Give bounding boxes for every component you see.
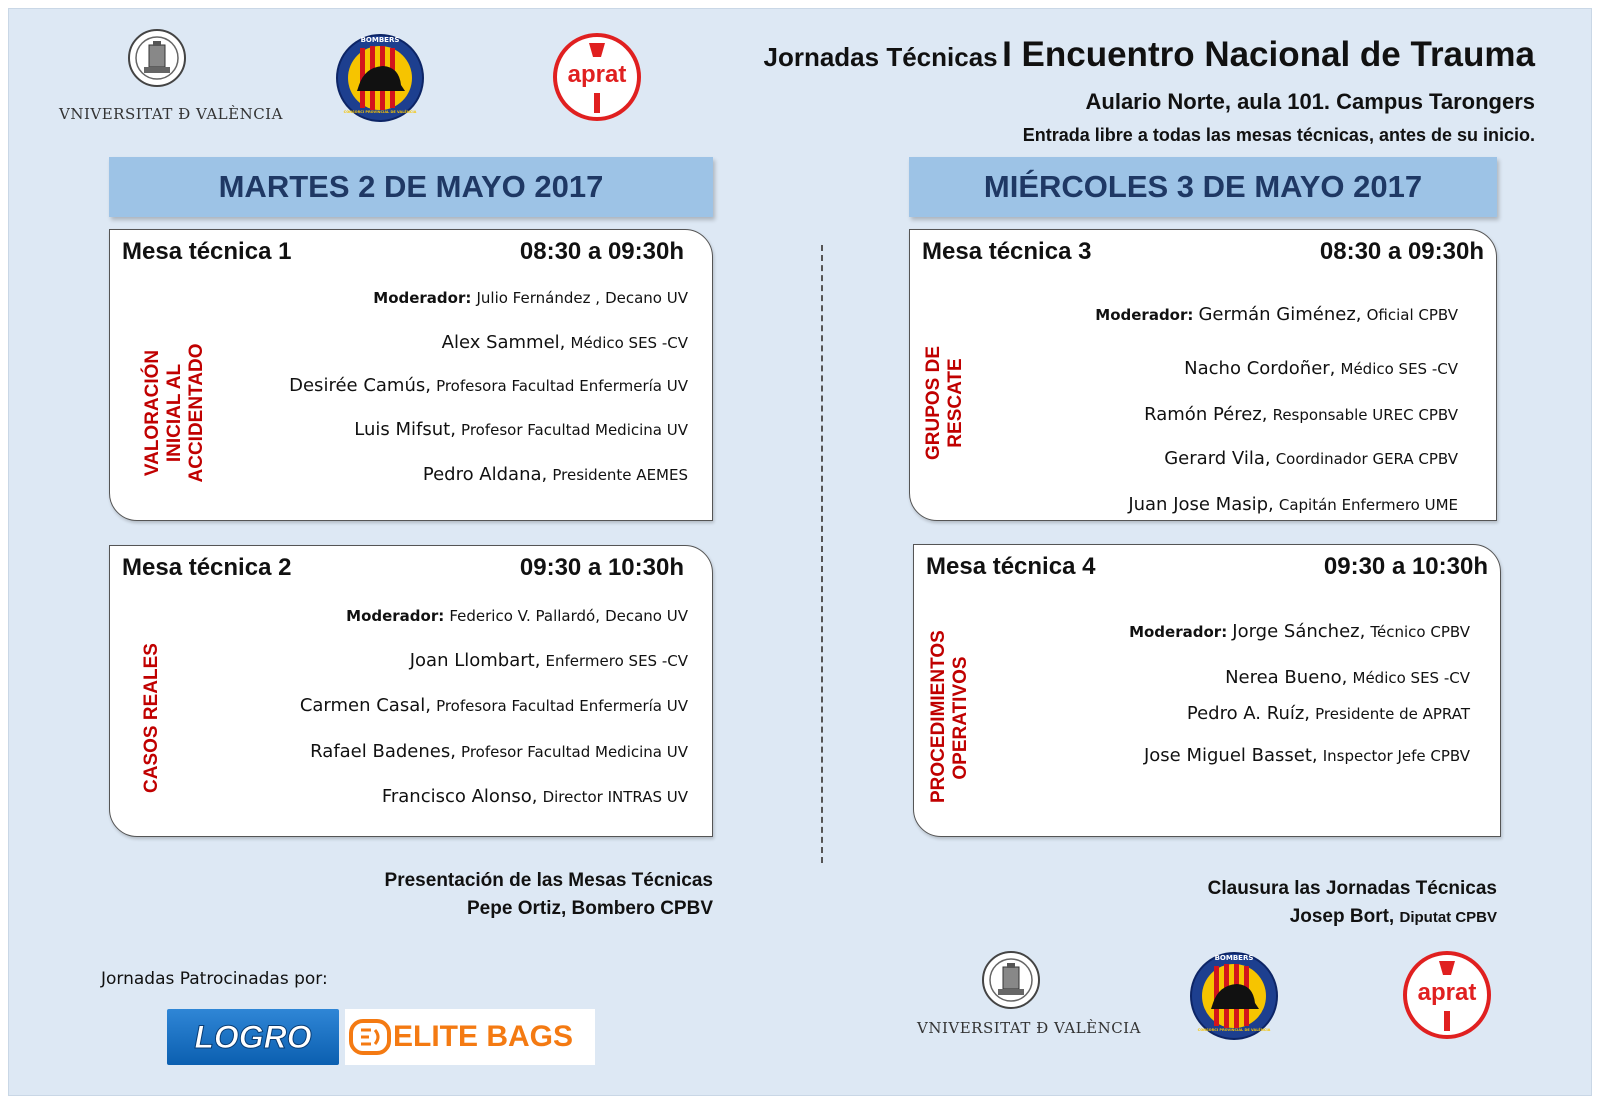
aprat-name: aprat	[567, 61, 627, 88]
mesa-card-4	[913, 544, 1501, 837]
mesa-time: 09:30 a 10:30h	[1323, 553, 1488, 580]
bomberos-ring-text: CONSORCI PROVINCIAL DE VALÈNCIA	[1197, 1028, 1271, 1032]
speaker-line: Gerard Vila, Coordinador GERA CPBV	[1164, 448, 1458, 469]
closing-name: Josep Bort,	[1289, 906, 1395, 927]
uv-seal-icon	[127, 27, 187, 89]
speaker-line: Nacho Cordoñer, Médico SES -CV	[1184, 358, 1458, 379]
bomberos-top-text: BOMBERS	[1214, 954, 1254, 962]
speaker-line: Carmen Casal, Profesora Facultad Enfermería UV	[299, 695, 688, 716]
mesa-topic: VALORACIÓN INICIAL AL ACCIDENTADO	[142, 343, 207, 483]
mesa-card-2	[109, 545, 713, 837]
title-main: I Encuentro Nacional de Trauma	[1002, 35, 1535, 74]
speaker-line: Desirée Camús, Profesora Facultad Enfermería UV	[289, 375, 688, 396]
sponsor-logro-name: LOGRO	[194, 1018, 312, 1055]
poster	[8, 8, 1592, 1096]
closing-role: Diputat CPBV	[1399, 909, 1497, 926]
uv-name: VNIVERSITAT Đ VALÈNCIA	[917, 1019, 1141, 1037]
speaker-line: Pedro Aldana, Presidente AEMES	[422, 464, 688, 485]
mesa-card-3	[909, 229, 1497, 521]
sponsor-elitebags-logo	[345, 1009, 595, 1065]
mesa-topic: CASOS REALES	[141, 643, 162, 793]
speaker-line: Francisco Alonso, Director INTRAS UV	[381, 786, 688, 807]
mesa-card-1	[109, 229, 713, 521]
event-location: Aulario Norte, aula 101. Campus Tarongers	[1085, 89, 1535, 114]
speaker-line: Joan Llombart, Enfermero SES -CV	[409, 650, 688, 671]
speaker-line: Rafael Badenes, Profesor Facultad Medicina UV	[310, 741, 688, 762]
mesa-topic: GRUPOS DE RESCATE	[923, 345, 966, 461]
speaker-line: Nerea Bueno, Médico SES -CV	[1225, 667, 1470, 688]
presentation-name: Pepe Ortiz, Bombero CPBV	[467, 898, 713, 919]
closing-title: Clausura las Jornadas Técnicas	[1207, 878, 1497, 899]
moderator-line: Moderador: Germán Giménez, Oficial CPBV	[1095, 304, 1458, 325]
elitebags-mark-icon	[349, 1019, 391, 1055]
day-header-wednesday: MIÉRCOLES 3 DE MAYO 2017	[909, 157, 1497, 217]
title-prefix: Jornadas Técnicas	[763, 42, 998, 72]
aprat-name: aprat	[1417, 979, 1477, 1006]
bomberos-top-text: BOMBERS	[360, 36, 400, 44]
column-divider	[821, 245, 823, 863]
uv-logo-bottom	[913, 949, 1141, 1039]
speaker-line: Jose Miguel Basset, Inspector Jefe CPBV	[1143, 745, 1470, 766]
moderator-line: Moderador: Julio Fernández , Decano UV	[373, 289, 688, 307]
speaker-line: Alex Sammel, Médico SES -CV	[441, 332, 688, 353]
event-note: Entrada libre a todas las mesas técnicas, antes de su inicio.	[1022, 125, 1535, 145]
day-header-tuesday: MARTES 2 DE MAYO 2017	[109, 157, 713, 217]
aprat-logo-bottom	[1401, 949, 1493, 1041]
uv-seal-icon	[981, 949, 1041, 1011]
mesa-time: 08:30 a 09:30h	[1319, 238, 1484, 265]
speaker-line: Luis Mifsut, Profesor Facultad Medicina UV	[354, 419, 688, 440]
speaker-line: Ramón Pérez, Responsable UREC CPBV	[1144, 404, 1458, 425]
speaker-line: Juan Jose Masip, Capitán Enfermero UME	[1128, 494, 1458, 515]
presentation-block	[385, 867, 713, 923]
sponsor-elitebags-name: ELITE BAGS	[393, 1020, 574, 1053]
mesa-time: 09:30 a 10:30h	[519, 554, 684, 581]
moderator-line: Moderador: Jorge Sánchez, Técnico CPBV	[1129, 621, 1470, 642]
mesa-title: Mesa técnica 3	[922, 238, 1092, 265]
moderator-line: Moderador: Federico V. Pallardó, Decano UV	[346, 607, 688, 625]
closing-block	[1208, 875, 1497, 932]
presentation-title: Presentación de las Mesas Técnicas	[384, 870, 713, 891]
bomberos-logo-top	[335, 33, 425, 123]
mesa-title: Mesa técnica 4	[926, 553, 1096, 580]
mesa-title: Mesa técnica 2	[122, 554, 292, 581]
event-title	[629, 35, 1535, 75]
sponsor-logro-logo	[167, 1009, 339, 1065]
sponsors-label: Jornadas Patrocinadas por:	[101, 969, 328, 989]
mesa-topic: PROCEDIMIENTOS OPERATIVOS	[928, 630, 971, 803]
bomberos-logo-bottom	[1189, 951, 1279, 1041]
uv-logo-top	[59, 27, 283, 127]
mesa-title: Mesa técnica 1	[122, 238, 292, 265]
speaker-line: Pedro A. Ruíz, Presidente de APRAT	[1186, 703, 1470, 724]
mesa-time: 08:30 a 09:30h	[519, 238, 684, 265]
bomberos-ring-text: CONSORCI PROVINCIAL DE VALÈNCIA	[343, 110, 417, 114]
uv-name: VNIVERSITAT Đ VALÈNCIA	[59, 105, 283, 123]
